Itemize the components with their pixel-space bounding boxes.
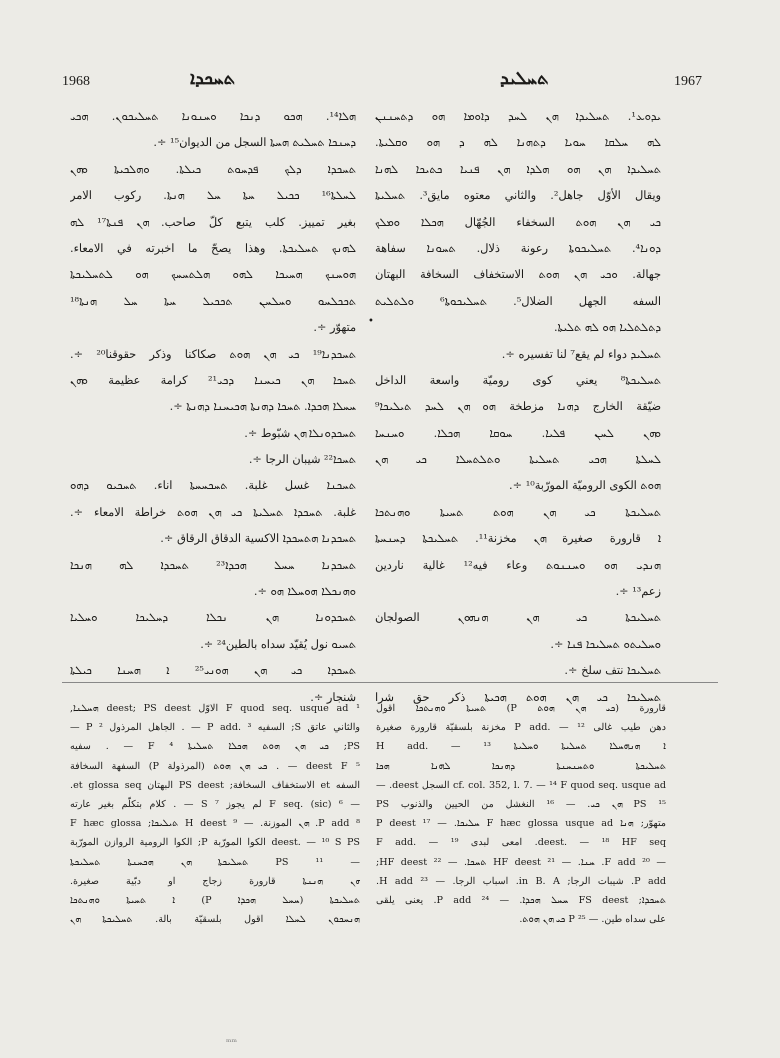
text-line: ܘܗܢ ܠܚܢ ܦܠܝܐ. ܚܘܩܐ ܗܟܠܐ. ܘܚܢܚܐ	[375, 426, 661, 440]
text-line: ܬܚܠܝܕܐ ܗܢ ܗܘ ܗܠܕܐ ܗܢ ܦܢܝܐ ܟܬܝܟܐ ܠܗܢܐ	[375, 162, 661, 176]
text-line: بغير تمييز. كلب يتبع كلّ صاحب. ܗܢ ܦܢܬܐ¹⁷ ܠܗ	[70, 215, 356, 229]
page-number-left: 1968	[62, 74, 90, 89]
text-line: ܗܘܚܢܟ ܗܚܝܟܐ ܠܗܘ ܗܠܬܚܚܟ ܗܘ ܠܬܚܠܝܟܬܐ	[70, 268, 356, 282]
text-line: ܘܗܢܟܠܐ ܗܘܚܠܐ ܗܘ ÷.	[253, 585, 356, 599]
footnote-line: ܗܢ ܗܢܢܬܐ قارورة زجاج او دبّية صغيرة.	[70, 875, 360, 887]
footnote-line: ⁸ P add. ܗܢ الموزنة. — ⁹ H deest ܬܝܠܝܟܐ; F hæc glossa	[70, 818, 360, 830]
text-line: ܬܚܟܢܐ غسل غلبة. ܬܚܟܚܚܬܐ اناء. ܬܚܟܝܘ ܕܗܘ	[70, 479, 356, 493]
text-line: جهالة. ܘܟܝ ܗܢ ܗܘܬ الاستخفاف السخافة البهتان	[375, 268, 661, 282]
footnote-line: deest F ⁵ — . ܟܝ ܗܢ ܗܘܬ (المرذولة P) السفهة السخافة	[70, 760, 360, 772]
footnote-line: ܬܚܠܝܟܬܐ (ܚܚܠ ܗܟܕܐ P) ܐ ܬܚܝܬܐ ܘܗܢܬܟܐ	[70, 894, 360, 906]
footnote-line: ܐ ܗܢܗܚܠܐ ܬܚܠܝܬܐ ܘܚܠܝܬܐ H add. — ¹³	[376, 741, 666, 753]
footnote-line: على سداه طين. — ²⁵ P ܟܝ ܗܢ ܗܘܬ.	[519, 914, 666, 926]
footnote-line: — ¹¹ PS ܬܚܠܝܟܬܐ ܗܢ ܗܟܚܢܬܐ ܬܚܠܝܟܬܐ	[70, 856, 360, 868]
text-line: غلبة. ܬܚܟܕܐ ܬܚܠܝܬܐ ܟܝ ܗܢ ܗܘܬ خراطة الامعاء ÷.	[70, 505, 356, 519]
footnotes-left	[70, 699, 360, 929]
text-line: ܗܠܐ¹⁴. ܗܟܘ ܕܢܟܐ ܘܚܢܘܢܐ ܬܚܠܝܟܘܢ. ܗܟܝ	[70, 110, 356, 123]
footnote-line: cf. col. 352, l. 7. — ¹⁴ F quod seq. usque ad السجل deest. —	[376, 779, 666, 791]
text-line: ܬܚܝܘ نول يُقيّد سداه بالطين²⁴ ÷.	[200, 637, 356, 651]
text-line: ܬܚܟܕܢܐ ܚܚܠ ܗܟܕܐ²³ ܬܚܟܕܐ ܠܗ ܗܢܟܐ	[70, 558, 356, 572]
text-line: ܕܚܢܟܐ ܬܚܠܝܬ ܗܚܬܐ السجل من الديوان¹⁵ ÷.	[153, 136, 356, 150]
text-line: ܕܬܠܬܠܝܐ ܗܘ ܠܗ ܬܠܝܬܐ.	[553, 321, 661, 335]
text-line: ܠܗ ܚܠܩܐ ܚܘܝܐ ܕܬܗܢܐ ܠܗ ܕ ܗܘ ܘܩܠܝܬܐ.	[375, 136, 661, 150]
text-line: ܬܟܟܠܚܘ ܘܚܠܚܢ ܬܟܟܝܠ ܚܬܐ ܚܠ ܗܢܬܐ¹⁸	[70, 294, 356, 308]
footnote-rule	[62, 682, 718, 683]
text-line: ܬܚܟܕܢܐ ܗܬܚܟܕܐ الاكسية الدقاق الرقاق ÷.	[160, 532, 356, 546]
main-text-left-column	[70, 104, 356, 711]
text-line: ܗܢܕܝ ܗܘ ܘܚܢܢܘܬ وعاء فيه¹² غالية ناردين	[375, 558, 661, 572]
footnote-line: ܗܢܚܟܘܢ ܠܚܠܐ اقول بلسقيّة بالة. ܬܚܠܝܟܬܐ ܗܢ	[70, 914, 360, 926]
text-line: شنجار ÷.	[310, 690, 356, 704]
footnote-line: ܬܚܠܝܟܬܐ ܘܬܚܢܚܢܬܐ ܕܗܢܟܐ ܠܗܢܐ ܗܟܐ	[376, 760, 666, 772]
footnote-line: متهوّر; ܗܢܐ F hæc glossa usque ad ܚܠܝܟܐ. — ¹⁷ P deest	[376, 818, 666, 830]
footnote-line: PS; ܟܝ ܗܢ ܗܘܬ ܗܟܠܐ ܬܚܠܝܬܐ F ⁴ — . سفيه	[70, 741, 360, 753]
text-line: ضيّقة الخارج ܕܗܢܐ مزطخة ܗܘ ܗܢ ܠܚܕ ܬܝܠܝܟܐ⁹	[375, 400, 661, 414]
text-line: ܬܚܟܕܘܢܠܐ ܗܢ شبّوط ÷.	[244, 426, 356, 440]
text-line: ܬܚܠܝܟܬܐ⁸ يعني كوى روميّة واسعة الداخل	[375, 373, 661, 387]
footnote-line: ¹⁵ PS ܗܢ ܟܝ. — ¹⁶ النغشل من الحيين والذنوب PS	[376, 798, 666, 810]
text-line: السفه الجهل الضلال⁵. ܬܚܠܝܟܘܬܐ⁶ ܘܠܬܠܝܬ	[375, 294, 661, 308]
text-line: ܬܚܠܝܟܬܐ ܟܝ ܗܢ ܗܘܬ ܬܚܝܬܐ ܘܗܢܬܟܐ	[375, 505, 661, 519]
text-line: ܠܚܠܬܐ ܗܟܝ ܬܚܠܝܬܐ ܘܬܠܬܚܠܐ ܟܝ ܗܢ	[375, 453, 661, 467]
text-line: ܬܚܠܝܕ دواء لم يقع⁷ لنا تفسيره ÷.	[501, 347, 661, 361]
footnote-line: — ²⁰ F add. ܚܢܐ. — ²¹ HF deest ܬܚܟܐ. — ²² HF deest;	[376, 856, 666, 868]
footnote-line: قارورة (ܟܝ ܗܢ ܗܘܬ P) ܬܚܝܬܐ ܘܗܢܬܟܐ اقول	[376, 703, 666, 714]
footnote-line: deest. — ¹⁸ HF seq. امعى لبدى F add. — ¹⁹	[376, 837, 666, 849]
text-line: ܬܚܠܝܟܬܐ ܟܝ ܗܢ ܗܢܗܘܢ الصولجان	[375, 611, 661, 625]
text-line: متهوّر ÷.	[313, 321, 356, 335]
text-line: ܬܚܟܐ ܗܢ ܟܝܚܢܐ ܕܟܝ²¹ كرامة عظيمة ܘܗܢ	[70, 373, 356, 387]
footnote-line: ¹ F quod seq. usque ad الاوّل deest; PS deest ܗܚܠܢܐ,	[70, 703, 360, 714]
text-line: ܬܚܠܝܟܐ نتف سلخ ÷.	[564, 664, 661, 678]
text-line: ܐ قارورة صغيرة ܗܢ مخزنة¹¹. ܬܚܠܝܟܬܐ ܕܚܢܚܬܐ	[375, 532, 661, 546]
footnote-line: السفه et الاستخفاف السخافة; PS deest البهتان et glossa seq.	[70, 779, 360, 791]
text-line: ܠܗܢܟ ܬܚܠܝܟܬܐ. وهذا يصحّ ما اخبرته في الامعاء.	[70, 241, 356, 255]
main-text-right-column	[375, 104, 661, 711]
text-line: ܬܚܟܐ²² شيبان الرجا ÷.	[248, 453, 356, 467]
text-line: ܬܚܟܕܢܐ¹⁹ ܟܝ ܗܢ ܗܘܬ صكاكنا وذكر حقوقنا²⁰ ÷.	[70, 347, 356, 361]
text-line: ܬܚܟܕܘܢܐ ܗܢ ܢܟܠܐ ܕܚܠܝܟܐ ܘܚܠܝܐ	[70, 611, 356, 625]
footnote-line: — ⁶ F seq. (sic) لم يجوز S ⁷ — . كلام بتكلّم بغير عارته	[70, 798, 360, 810]
text-line: ܠܚܠܬܐ¹⁶ ܟܟܝܠ ܚܬܐ ܚܠ ܗܢܬܐ. ركوب الامر	[70, 189, 356, 203]
text-line: ܘܚܠܝܬܘ ܬܚܠܝܟܐ ܦܢܐ ÷.	[550, 637, 661, 651]
column-dot: •	[368, 316, 374, 327]
text-line: ܬܚܠܝܟܐ ܟܝ ܗܢ ܗܘܬ ܗܟܝܬܐ ذكر حق شرا	[375, 690, 661, 704]
footnote-line: P add. شيبات الرجا; in B. A. اسباب الرجا. — ²³ H add.	[376, 875, 666, 887]
headword-right: ܬܚܠܝܕ	[500, 68, 549, 89]
bottom-mark: ᵐᵐ	[226, 1038, 238, 1048]
footnote-line: deest. — ¹⁰ S PS الكوا المورّبة P; الكوا الرومية الروازن المورّبة	[70, 837, 360, 849]
text-line: زعم¹³ ÷.	[615, 585, 661, 599]
page-number-right: 1967	[674, 74, 702, 89]
text-line: ܗܘܬ الكوى الروميّة المورّبة¹⁰ ÷.	[509, 479, 661, 493]
footnote-line: دهن طيب غالى P add. — ¹² مخزنة بلسقيّة قارورة صغيرة	[376, 722, 666, 734]
footnotes-right	[376, 699, 666, 929]
headword-left: ܬܚܟܕܐ	[190, 68, 236, 89]
text-line: ܟܝ ܗܢ ܗܘܬ السخفاء الجُهّال ܗܟܠܐ ܘܡܠܟ	[375, 215, 661, 229]
text-line: ܚܚܠܐ ܗܟܕܐ. ܬܚܟܐ ܕܗܢܬܐ ܗܟܝܚܢܐ ܕܗܢܬܐ ÷.	[169, 400, 356, 414]
footnote-line: ܬܚܟܕܐ; FS deest ܚܚܠ ܗܟܕܐ. — ²⁴ P add. يعنى يلقى	[376, 894, 666, 906]
text-line: ܕܘܢܐ⁴. ܬܚܠܝܟܘܬܐ رعونة ذلال. ܬܚܘܢܐ سفاهة	[375, 241, 661, 255]
text-line: ܝܕܘܥ¹. ܬܚܠܝܕܐ ܗܢ ܠܚܕ ܕܐܘܡܐ ܗܘ ܕܬܚܢܢܢ	[375, 110, 661, 123]
footnote-line: والثاني عاتق S; السفيه P add. ³ — . الجاهل المرذول P ² —	[70, 722, 360, 734]
text-line: ܬܚܟܕܐ ܕܠܟ ܦܕܚܘܬ ܟܝܠܬܐ. ܘܗܠܟܝܬܐ ܘܗܢ	[70, 162, 356, 176]
text-line: ܬܚܟܕܐ ܟܝ ܗܢ ܗܘܢܝ²⁵ ܐ ܗܚܢܐ ܟܝܠܬܐ	[70, 664, 356, 678]
text-line: ويقال الأوّل جاهل². والثاني معتوه مايق³. ܬܚܠܝܬܐ	[375, 189, 661, 203]
